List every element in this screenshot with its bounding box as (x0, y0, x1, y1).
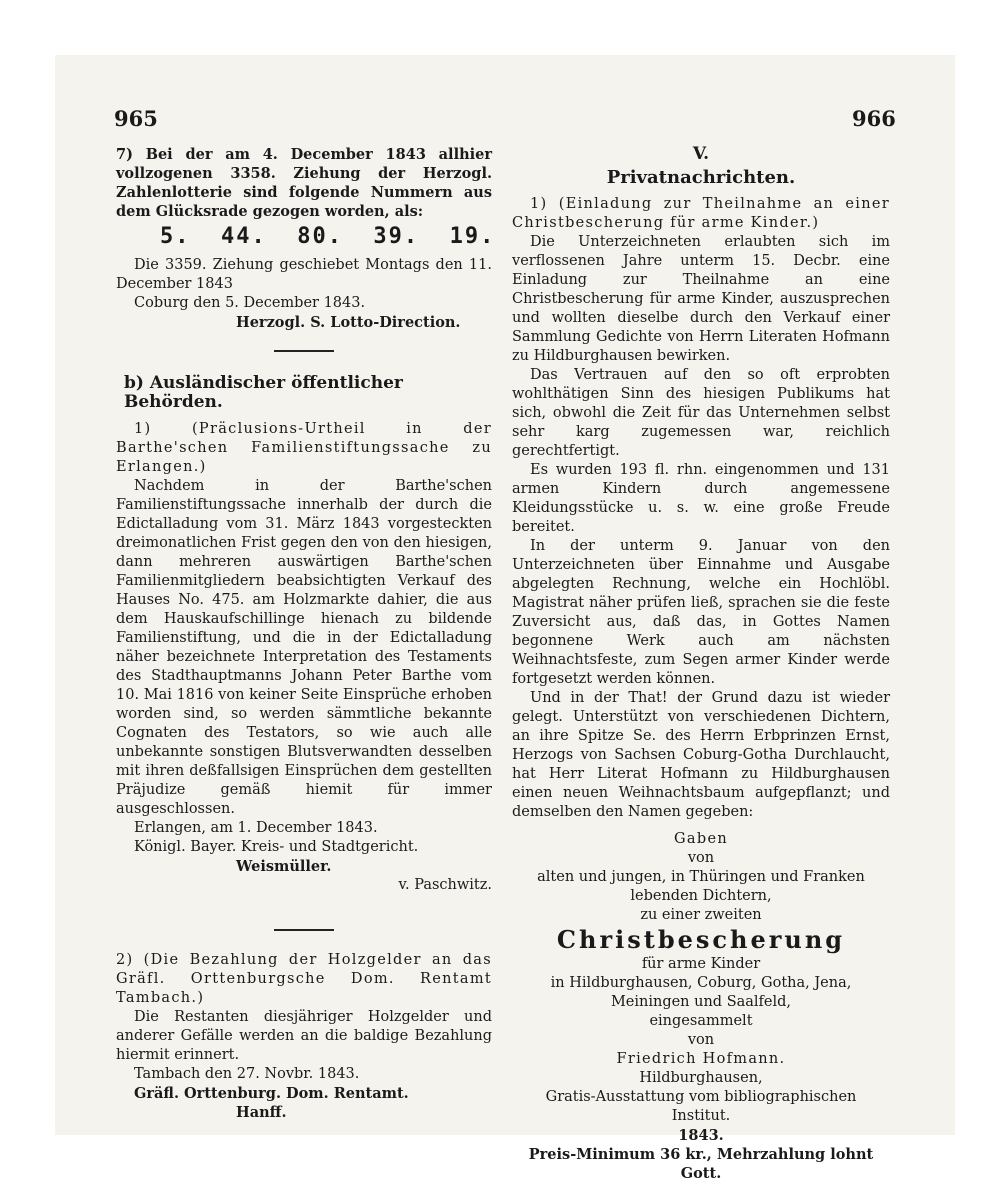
book-line: lebenden Dichtern, (630, 888, 772, 904)
book-line: in Hildburghausen, Coburg, Gotha, Jena, (550, 975, 852, 991)
section-heading-b: b) Ausländischer öffentlicher Behörden. (124, 373, 403, 412)
invitation-paragraph: Die Unterzeichneten erlaubten sich im verflossenen Jahre unterm 15. Decbr. eine Einladung zur Theilnahme an eine Christbescherung für arme Kinder, auszusprechen und wollten dieselbe durch den Verkauf einer Sammlung Gedichte von Herrn Literaten Hofmann zu Hildburghausen bewirken. (512, 234, 890, 364)
book-main-title: Christbescherung (556, 925, 846, 954)
book-line: zu einer zweiten (640, 907, 762, 923)
book-line: eingesammelt (649, 1013, 753, 1029)
divider (274, 929, 334, 931)
invitation-paragraph: Das Vertrauen auf den so oft erprobten wohlthätigen Sinn des hiesigen Publikums hat sich, obwohl die Zeit für das Unternehmen selbst sehr karg zugemessen war, reichlich gerechtfertigt. (512, 367, 890, 459)
notice2-office: Gräfl. Orttenburg. Dom. Rentamt. (134, 1085, 409, 1102)
book-line: von (687, 850, 715, 866)
right-column (512, 145, 890, 1183)
notice1-signature-1: Weismüller. (236, 858, 332, 875)
book-line: Meiningen und Saalfeld, (610, 994, 792, 1010)
book-line: von (687, 1032, 715, 1048)
notice2-body: Die Restanten diesjähriger Holzgelder und anderer Gefälle werden an die baldige Bezahlung hiermit erinnert. (116, 1009, 492, 1063)
notice1-body: Nachdem in der Barthe'schen Familienstiftungssache innerhalb der durch die Edictalladung vom 31. März 1843 vorgesteckten dreimonatlichen Frist gegen den von den hiesigen, dann mehreren auswärtigen Barthe'schen Familienmitgliedern beabsichtigten Verkauf des Hauses No. 475. am Holzmarkte dahier, die aus dem Hauskaufschillinge hienach zu bildende Familienstiftung, und die in der Edictalladung näher bezeichnete Interpretation des Testaments des Stadthauptmanns Johann Peter Barthe vom 10. Mai 1816 von keiner Seite Einsprüche erhoben worden sind, so werden sämmtliche bekannte Cognaten des Testators, so wie auch alle unbekannte sonstigen Blutsverwandten desselben mit ihren deßfallsigen Einsprüchen dem gestellten Präjudize gemäß hiemit für immer ausgeschlossen. (116, 478, 492, 817)
book-author: Friedrich Hofmann. (616, 1051, 786, 1067)
book-line: alten und jungen, in Thüringen und Franken (537, 869, 865, 885)
page-number-left: 965 (114, 106, 158, 131)
book-line: Institut. (671, 1108, 731, 1124)
invitation-paragraph: Es wurden 193 fl. rhn. eingenommen und 131 armen Kindern durch angemessene Kleidungsstücke u. s. w. eine große Freude bereitet. (512, 462, 890, 535)
book-title-block (512, 830, 890, 1183)
section-number: V. (692, 144, 710, 164)
lottery-next-draw: Die 3359. Ziehung geschiebet Montags den 11. December 1843 (116, 257, 492, 292)
page-number-right: 966 (852, 106, 896, 131)
divider (274, 350, 334, 352)
lottery-signature: Herzogl. S. Lotto-Direction. (236, 314, 461, 331)
book-line: für arme Kinder (641, 956, 761, 972)
notice1-place-date: Erlangen, am 1. December 1843. (134, 820, 378, 836)
lottery-place-date: Coburg den 5. December 1843. (134, 295, 366, 311)
invitation-paragraph: Und in der That! der Grund dazu ist wieder gelegt. Unterstützt von verschiedenen Dichtern, an ihre Spitze Se. des Herrn Erbprinzen Ernst, Herzogs von Sachsen Coburg-Gotha Durchlaucht, hat Herr Literat Hofmann zu Hildburghausen einen neuen Weihnachtsbaum aufgepflanzt; und demselben den Namen gegeben: (512, 690, 890, 820)
left-column (116, 145, 496, 1122)
notice2-signature: Hanff. (236, 1104, 287, 1121)
notice1-title: 1) (Präclusions-Urtheil in der Barthe'schen Familienstiftungssache zu Erlangen.) (116, 421, 492, 475)
notice1-signature-2: v. Paschwitz. (398, 877, 492, 893)
section-heading-private: Privatnachrichten. (606, 167, 796, 188)
book-line: Hildburghausen, (639, 1070, 763, 1086)
book-year: 1843. (678, 1127, 724, 1144)
notice2-title: 2) (Die Bezahlung der Holzgelder an das Gräfl. Orttenburgsche Dom. Rentamt Tambach.) (116, 952, 492, 1006)
invitation-title: 1) (Einladung zur Theilnahme an einer Christbescherung für arme Kinder.) (512, 196, 890, 231)
book-price: Preis-Minimum 36 kr., Mehrzahlung lohnt Gott. (528, 1146, 874, 1182)
notice1-court: Königl. Bayer. Kreis- und Stadtgericht. (134, 839, 419, 855)
book-line: Gratis-Ausstattung vom bibliographischen (545, 1089, 857, 1105)
notice2-place-date: Tambach den 27. Novbr. 1843. (134, 1066, 360, 1082)
book-line: Gaben (674, 831, 728, 847)
invitation-paragraph: In der unterm 9. Januar von den Unterzeichneten über Einnahme und Ausgabe abgelegten Rechnung, welche ein Hochlöbl. Magistrat näher prüfen ließ, sprachen sie die feste Zuversicht aus, daß das, in Gottes Namen begonnene Werk auch am nächsten Weihnachtsfeste, zum Segen armer Kinder werde fortgesetzt werden können. (512, 538, 890, 687)
lottery-numbers: 5. 44. 80. 39. 19. (160, 224, 496, 249)
lottery-intro: 7) Bei der am 4. December 1843 allhier vollzogenen 3358. Ziehung der Herzogl. Zahlenlotterie sind folgende Nummern aus dem Glücksrade gezogen worden, als: (116, 146, 492, 220)
